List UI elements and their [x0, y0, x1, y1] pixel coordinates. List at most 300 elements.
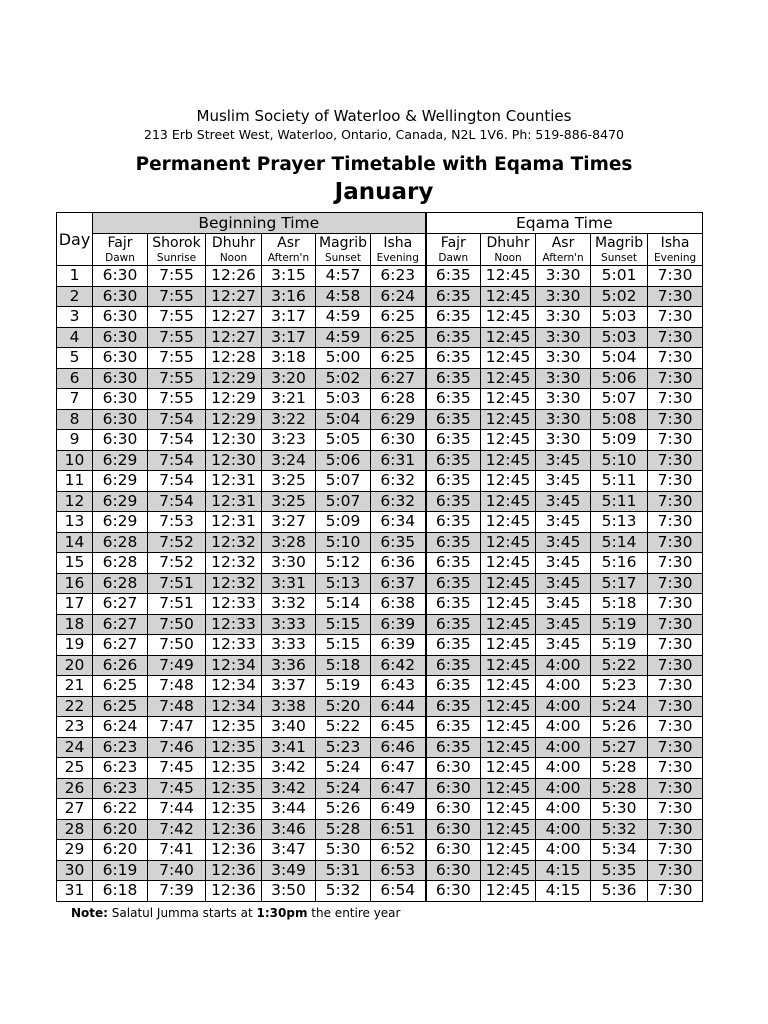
time-cell: 5:13 — [591, 512, 648, 533]
time-cell: 12:26 — [206, 266, 262, 287]
time-cell: 12:35 — [206, 778, 262, 799]
time-cell: 7:30 — [648, 860, 703, 881]
time-cell: 12:45 — [481, 368, 536, 389]
time-cell: 4:00 — [536, 799, 591, 820]
day-cell: 15 — [57, 553, 93, 574]
time-cell: 5:19 — [316, 676, 371, 697]
time-cell: 6:47 — [371, 778, 426, 799]
time-cell: 6:30 — [426, 799, 481, 820]
time-cell: 5:28 — [316, 819, 371, 840]
time-cell: 3:38 — [262, 696, 316, 717]
time-cell: 5:00 — [316, 348, 371, 369]
time-cell: 12:32 — [206, 573, 262, 594]
column-subheader-beginning-isha: Evening — [371, 252, 426, 266]
time-cell: 3:45 — [536, 614, 591, 635]
day-cell: 7 — [57, 389, 93, 410]
time-cell: 7:55 — [148, 266, 206, 287]
time-cell: 12:30 — [206, 450, 262, 471]
day-cell: 3 — [57, 307, 93, 328]
time-cell: 5:01 — [591, 266, 648, 287]
time-cell: 6:30 — [426, 778, 481, 799]
time-cell: 7:40 — [148, 860, 206, 881]
table-row — [57, 840, 703, 861]
time-cell: 7:30 — [648, 512, 703, 533]
time-cell: 12:36 — [206, 840, 262, 861]
time-cell: 6:35 — [426, 573, 481, 594]
time-cell: 12:33 — [206, 594, 262, 615]
time-cell: 12:45 — [481, 307, 536, 328]
time-cell: 12:35 — [206, 758, 262, 779]
time-cell: 12:45 — [481, 614, 536, 635]
time-cell: 3:23 — [262, 430, 316, 451]
time-cell: 3:44 — [262, 799, 316, 820]
time-cell: 7:30 — [648, 696, 703, 717]
table-row — [57, 799, 703, 820]
time-cell: 5:02 — [591, 286, 648, 307]
time-cell: 5:09 — [316, 512, 371, 533]
eqama-time-header: Eqama Time — [426, 213, 703, 234]
time-cell: 5:26 — [316, 799, 371, 820]
time-cell: 6:35 — [426, 737, 481, 758]
time-cell: 5:32 — [591, 819, 648, 840]
time-cell: 12:35 — [206, 737, 262, 758]
time-cell: 12:45 — [481, 717, 536, 738]
time-cell: 3:31 — [262, 573, 316, 594]
time-cell: 7:30 — [648, 778, 703, 799]
time-cell: 6:35 — [426, 512, 481, 533]
day-cell: 2 — [57, 286, 93, 307]
time-cell: 3:30 — [536, 266, 591, 287]
time-cell: 5:30 — [316, 840, 371, 861]
time-cell: 3:45 — [536, 491, 591, 512]
time-cell: 6:27 — [93, 594, 148, 615]
day-cell: 8 — [57, 409, 93, 430]
column-header-eqama-isha: Isha — [648, 234, 703, 253]
time-cell: 5:18 — [591, 594, 648, 615]
table-row — [57, 819, 703, 840]
time-cell: 5:28 — [591, 758, 648, 779]
time-cell: 6:35 — [426, 471, 481, 492]
time-cell: 5:34 — [591, 840, 648, 861]
time-cell: 3:15 — [262, 266, 316, 287]
time-cell: 6:34 — [371, 512, 426, 533]
time-cell: 3:20 — [262, 368, 316, 389]
column-header-eqama-asr: Asr — [536, 234, 591, 253]
time-cell: 6:29 — [93, 471, 148, 492]
table-row — [57, 491, 703, 512]
time-cell: 7:50 — [148, 614, 206, 635]
time-cell: 5:04 — [591, 348, 648, 369]
time-cell: 4:00 — [536, 696, 591, 717]
day-cell: 13 — [57, 512, 93, 533]
time-cell: 7:42 — [148, 819, 206, 840]
time-cell: 12:45 — [481, 819, 536, 840]
table-row — [57, 758, 703, 779]
time-cell: 6:35 — [426, 553, 481, 574]
time-cell: 3:17 — [262, 307, 316, 328]
time-cell: 12:31 — [206, 512, 262, 533]
time-cell: 12:28 — [206, 348, 262, 369]
time-cell: 4:15 — [536, 860, 591, 881]
time-cell: 6:23 — [93, 737, 148, 758]
time-cell: 5:07 — [316, 471, 371, 492]
time-cell: 12:45 — [481, 266, 536, 287]
time-cell: 4:57 — [316, 266, 371, 287]
table-row — [57, 635, 703, 656]
table-row — [57, 696, 703, 717]
time-cell: 3:42 — [262, 778, 316, 799]
time-cell: 7:39 — [148, 881, 206, 902]
day-cell: 20 — [57, 655, 93, 676]
time-cell: 6:28 — [93, 573, 148, 594]
time-cell: 3:45 — [536, 573, 591, 594]
time-cell: 3:22 — [262, 409, 316, 430]
time-cell: 6:53 — [371, 860, 426, 881]
time-cell: 6:35 — [426, 450, 481, 471]
page-title: Permanent Prayer Timetable with Eqama Times — [135, 154, 633, 175]
table-row — [57, 450, 703, 471]
time-cell: 7:51 — [148, 594, 206, 615]
time-cell: 6:36 — [371, 553, 426, 574]
time-cell: 6:23 — [371, 266, 426, 287]
time-cell: 6:35 — [426, 266, 481, 287]
table-row — [57, 881, 703, 902]
table-row — [57, 389, 703, 410]
time-cell: 7:30 — [648, 286, 703, 307]
time-cell: 5:03 — [316, 389, 371, 410]
time-cell: 4:15 — [536, 881, 591, 902]
note-text-before: Salatul Jumma starts at — [111, 906, 253, 920]
time-cell: 6:23 — [93, 758, 148, 779]
time-cell: 5:13 — [316, 573, 371, 594]
time-cell: 6:31 — [371, 450, 426, 471]
time-cell: 6:35 — [426, 368, 481, 389]
day-cell: 6 — [57, 368, 93, 389]
time-cell: 12:45 — [481, 327, 536, 348]
column-header-beginning-fajr: Fajr — [93, 234, 148, 253]
time-cell: 12:34 — [206, 655, 262, 676]
time-cell: 3:25 — [262, 471, 316, 492]
time-cell: 12:45 — [481, 840, 536, 861]
time-cell: 7:30 — [648, 327, 703, 348]
time-cell: 6:35 — [426, 717, 481, 738]
time-cell: 6:30 — [426, 840, 481, 861]
time-cell: 3:33 — [262, 635, 316, 656]
day-cell: 22 — [57, 696, 93, 717]
time-cell: 3:37 — [262, 676, 316, 697]
time-cell: 5:35 — [591, 860, 648, 881]
time-cell: 12:45 — [481, 655, 536, 676]
time-cell: 7:45 — [148, 758, 206, 779]
time-cell: 7:54 — [148, 491, 206, 512]
time-cell: 12:35 — [206, 717, 262, 738]
day-cell: 24 — [57, 737, 93, 758]
time-cell: 7:30 — [648, 676, 703, 697]
time-cell: 7:30 — [648, 553, 703, 574]
time-cell: 5:08 — [591, 409, 648, 430]
time-cell: 6:30 — [426, 881, 481, 902]
time-cell: 3:40 — [262, 717, 316, 738]
time-cell: 5:15 — [316, 635, 371, 656]
time-cell: 7:55 — [148, 389, 206, 410]
table-row — [57, 655, 703, 676]
time-cell: 12:36 — [206, 819, 262, 840]
time-cell: 12:32 — [206, 553, 262, 574]
time-cell: 3:16 — [262, 286, 316, 307]
time-cell: 3:45 — [536, 594, 591, 615]
time-cell: 5:06 — [591, 368, 648, 389]
time-cell: 7:51 — [148, 573, 206, 594]
time-cell: 12:32 — [206, 532, 262, 553]
time-cell: 7:54 — [148, 471, 206, 492]
organization-name: Muslim Society of Waterloo & Wellington Counties — [196, 107, 572, 125]
day-cell: 28 — [57, 819, 93, 840]
time-cell: 12:27 — [206, 286, 262, 307]
time-cell: 5:24 — [316, 758, 371, 779]
time-cell: 3:47 — [262, 840, 316, 861]
time-cell: 7:49 — [148, 655, 206, 676]
time-cell: 7:30 — [648, 799, 703, 820]
time-cell: 7:30 — [648, 430, 703, 451]
time-cell: 5:17 — [591, 573, 648, 594]
time-cell: 3:28 — [262, 532, 316, 553]
time-cell: 3:41 — [262, 737, 316, 758]
time-cell: 5:03 — [591, 307, 648, 328]
time-cell: 6:30 — [426, 819, 481, 840]
time-cell: 6:20 — [93, 840, 148, 861]
time-cell: 3:24 — [262, 450, 316, 471]
time-cell: 5:11 — [591, 471, 648, 492]
time-cell: 6:30 — [426, 758, 481, 779]
time-cell: 6:46 — [371, 737, 426, 758]
table-row — [57, 532, 703, 553]
time-cell: 5:24 — [316, 778, 371, 799]
month-title: January — [334, 179, 434, 205]
time-cell: 3:49 — [262, 860, 316, 881]
time-cell: 12:30 — [206, 430, 262, 451]
time-cell: 6:35 — [426, 409, 481, 430]
time-cell: 3:30 — [536, 409, 591, 430]
time-cell: 6:54 — [371, 881, 426, 902]
time-cell: 7:30 — [648, 758, 703, 779]
time-cell: 6:35 — [426, 286, 481, 307]
time-cell: 6:24 — [93, 717, 148, 738]
table-row — [57, 594, 703, 615]
jumma-note — [71, 906, 400, 920]
day-cell: 10 — [57, 450, 93, 471]
time-cell: 3:30 — [536, 307, 591, 328]
time-cell: 6:27 — [93, 635, 148, 656]
day-cell: 14 — [57, 532, 93, 553]
column-subheader-eqama-asr: Aftern'n — [536, 252, 591, 266]
column-header-eqama-dhuhr: Dhuhr — [481, 234, 536, 253]
time-cell: 5:10 — [591, 450, 648, 471]
time-cell: 4:59 — [316, 327, 371, 348]
time-cell: 6:28 — [371, 389, 426, 410]
table-row — [57, 430, 703, 451]
table-row — [57, 266, 703, 287]
time-cell: 7:30 — [648, 307, 703, 328]
beginning-time-header: Beginning Time — [93, 213, 426, 234]
time-cell: 6:35 — [426, 389, 481, 410]
time-cell: 5:30 — [591, 799, 648, 820]
time-cell: 6:35 — [426, 676, 481, 697]
time-cell: 12:45 — [481, 409, 536, 430]
time-cell: 6:20 — [93, 819, 148, 840]
time-cell: 7:52 — [148, 553, 206, 574]
table-row — [57, 553, 703, 574]
time-cell: 5:23 — [316, 737, 371, 758]
day-cell: 19 — [57, 635, 93, 656]
time-cell: 4:59 — [316, 307, 371, 328]
time-cell: 6:25 — [93, 696, 148, 717]
column-subheader-eqama-isha: Evening — [648, 252, 703, 266]
time-cell: 5:02 — [316, 368, 371, 389]
time-cell: 3:32 — [262, 594, 316, 615]
column-subheader-beginning-shorok: Sunrise — [148, 252, 206, 266]
time-cell: 6:52 — [371, 840, 426, 861]
time-cell: 7:30 — [648, 573, 703, 594]
column-header-eqama-magrib: Magrib — [591, 234, 648, 253]
time-cell: 5:19 — [591, 635, 648, 656]
time-cell: 7:52 — [148, 532, 206, 553]
time-cell: 6:45 — [371, 717, 426, 738]
time-cell: 12:45 — [481, 471, 536, 492]
time-cell: 6:39 — [371, 614, 426, 635]
time-cell: 3:30 — [536, 348, 591, 369]
time-cell: 5:36 — [591, 881, 648, 902]
time-cell: 7:55 — [148, 327, 206, 348]
time-cell: 12:45 — [481, 799, 536, 820]
time-cell: 12:33 — [206, 635, 262, 656]
time-cell: 6:51 — [371, 819, 426, 840]
time-cell: 7:45 — [148, 778, 206, 799]
note-text-after: the entire year — [311, 906, 401, 920]
time-cell: 6:26 — [93, 655, 148, 676]
day-cell: 23 — [57, 717, 93, 738]
column-subheader-eqama-fajr: Dawn — [426, 252, 481, 266]
time-cell: 6:27 — [93, 614, 148, 635]
time-cell: 3:45 — [536, 512, 591, 533]
time-cell: 5:06 — [316, 450, 371, 471]
prayer-timetable — [56, 212, 703, 902]
time-cell: 7:54 — [148, 450, 206, 471]
time-cell: 5:10 — [316, 532, 371, 553]
time-cell: 6:35 — [426, 348, 481, 369]
day-column-header: Day — [57, 213, 93, 266]
time-cell: 3:36 — [262, 655, 316, 676]
time-cell: 12:45 — [481, 430, 536, 451]
time-cell: 5:04 — [316, 409, 371, 430]
time-cell: 6:29 — [371, 409, 426, 430]
time-cell: 7:30 — [648, 655, 703, 676]
time-cell: 12:45 — [481, 758, 536, 779]
time-cell: 5:03 — [591, 327, 648, 348]
time-cell: 12:31 — [206, 491, 262, 512]
time-cell: 3:45 — [536, 635, 591, 656]
day-cell: 30 — [57, 860, 93, 881]
time-cell: 5:12 — [316, 553, 371, 574]
day-cell: 26 — [57, 778, 93, 799]
time-cell: 5:24 — [591, 696, 648, 717]
table-row — [57, 512, 703, 533]
time-cell: 7:30 — [648, 717, 703, 738]
time-cell: 5:23 — [591, 676, 648, 697]
time-cell: 6:30 — [93, 348, 148, 369]
time-cell: 7:48 — [148, 676, 206, 697]
time-cell: 12:29 — [206, 409, 262, 430]
time-cell: 3:25 — [262, 491, 316, 512]
day-cell: 1 — [57, 266, 93, 287]
time-cell: 6:35 — [426, 327, 481, 348]
time-cell: 3:27 — [262, 512, 316, 533]
time-cell: 12:45 — [481, 594, 536, 615]
time-cell: 5:14 — [316, 594, 371, 615]
time-cell: 7:30 — [648, 614, 703, 635]
time-cell: 12:34 — [206, 696, 262, 717]
time-cell: 12:45 — [481, 676, 536, 697]
column-subheader-beginning-fajr: Dawn — [93, 252, 148, 266]
time-cell: 7:30 — [648, 471, 703, 492]
table-row — [57, 778, 703, 799]
time-cell: 12:45 — [481, 635, 536, 656]
time-cell: 12:36 — [206, 881, 262, 902]
table-row — [57, 737, 703, 758]
day-cell: 31 — [57, 881, 93, 902]
time-cell: 4:58 — [316, 286, 371, 307]
time-cell: 7:30 — [648, 737, 703, 758]
timetable-body — [57, 266, 703, 902]
column-subheader-beginning-dhuhr: Noon — [206, 252, 262, 266]
time-cell: 6:19 — [93, 860, 148, 881]
day-cell: 29 — [57, 840, 93, 861]
time-cell: 3:45 — [536, 553, 591, 574]
time-cell: 3:45 — [536, 532, 591, 553]
time-cell: 5:18 — [316, 655, 371, 676]
time-cell: 5:05 — [316, 430, 371, 451]
time-cell: 3:42 — [262, 758, 316, 779]
time-cell: 6:35 — [426, 532, 481, 553]
time-cell: 6:28 — [93, 532, 148, 553]
time-cell: 6:30 — [93, 286, 148, 307]
time-cell: 6:29 — [93, 512, 148, 533]
time-cell: 3:18 — [262, 348, 316, 369]
time-cell: 12:45 — [481, 737, 536, 758]
table-row — [57, 614, 703, 635]
time-cell: 5:07 — [316, 491, 371, 512]
time-cell: 7:30 — [648, 389, 703, 410]
time-cell: 7:46 — [148, 737, 206, 758]
time-cell: 6:27 — [371, 368, 426, 389]
time-cell: 7:30 — [648, 635, 703, 656]
time-cell: 12:45 — [481, 881, 536, 902]
column-header-beginning-isha: Isha — [371, 234, 426, 253]
time-cell: 5:27 — [591, 737, 648, 758]
column-header-beginning-asr: Asr — [262, 234, 316, 253]
day-cell: 16 — [57, 573, 93, 594]
time-cell: 7:48 — [148, 696, 206, 717]
time-cell: 7:55 — [148, 307, 206, 328]
time-cell: 3:30 — [536, 389, 591, 410]
time-cell: 6:44 — [371, 696, 426, 717]
day-cell: 18 — [57, 614, 93, 635]
table-row — [57, 348, 703, 369]
time-cell: 12:27 — [206, 307, 262, 328]
time-cell: 7:55 — [148, 348, 206, 369]
table-row — [57, 717, 703, 738]
time-cell: 6:30 — [93, 266, 148, 287]
time-cell: 3:50 — [262, 881, 316, 902]
